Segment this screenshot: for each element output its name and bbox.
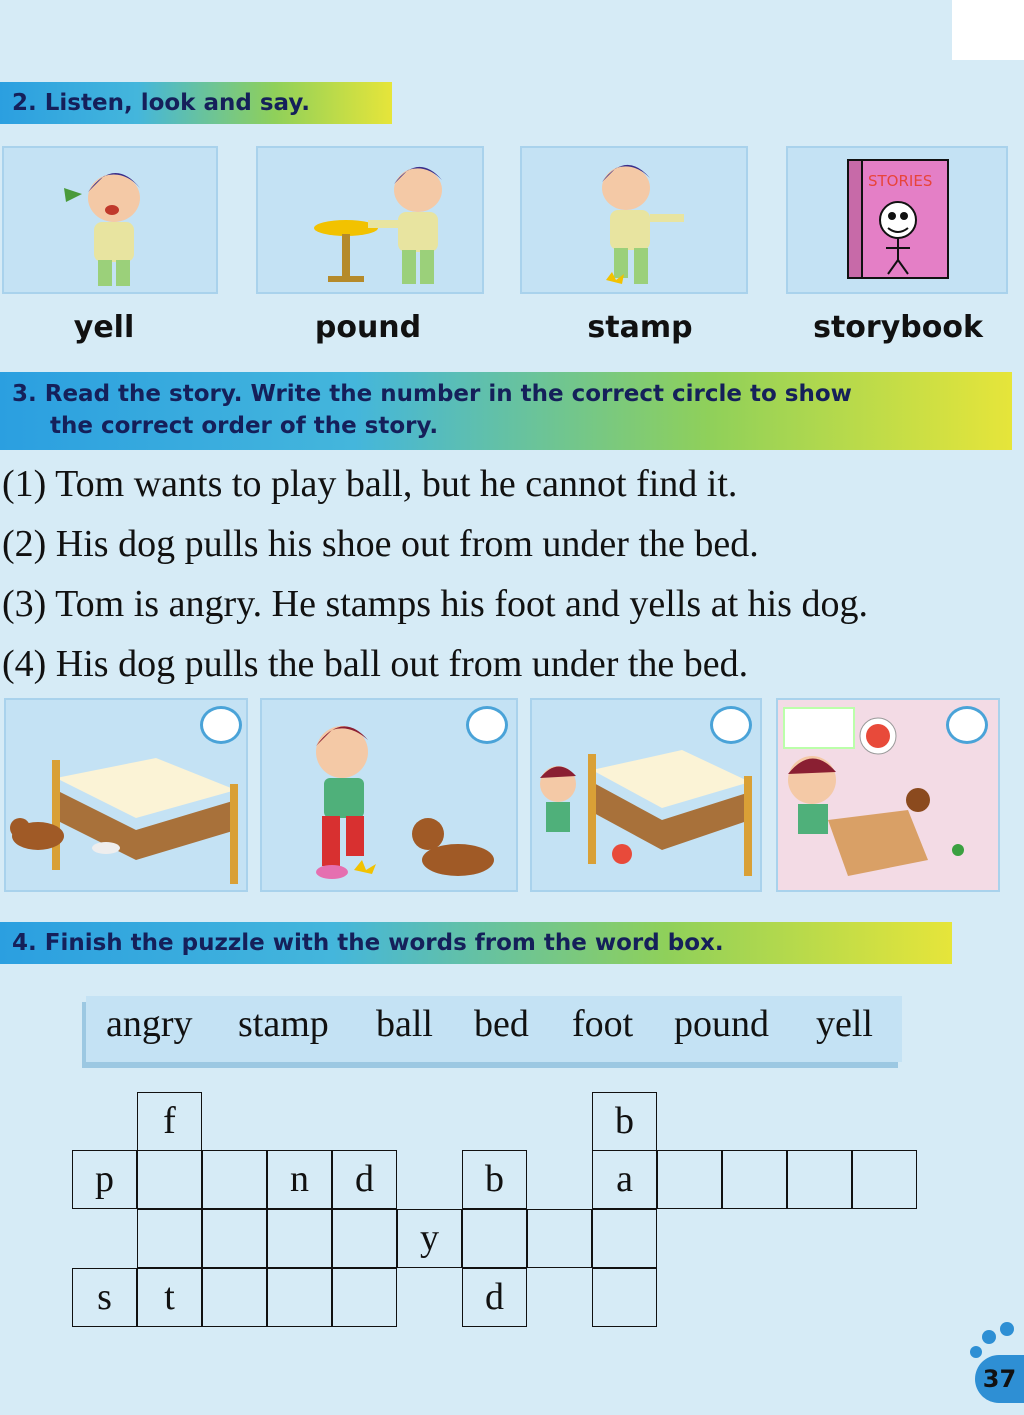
section-3-title-line2: the correct order of the story. [50, 413, 439, 439]
story-sentence-2: (2) His dog pulls his shoe out from under the bed. [2, 523, 759, 565]
order-circle-4[interactable] [946, 706, 988, 744]
puzzle-cell[interactable]: a [592, 1150, 657, 1209]
puzzle-cell[interactable] [267, 1268, 332, 1327]
vocab-word-yell: yell [73, 310, 135, 345]
story-sentence-1: (1) Tom wants to play ball, but he cannot find it. [2, 463, 738, 505]
puzzle-cell[interactable]: y [397, 1209, 462, 1268]
page-number: 37 [975, 1355, 1024, 1403]
word-box-foot: foot [572, 1003, 634, 1045]
story-sentence-3: (3) Tom is angry. He stamps his foot and yells at his dog. [2, 583, 868, 625]
puzzle-cell[interactable] [527, 1209, 592, 1268]
boy-stamping-illustration [522, 148, 748, 294]
vocab-word-stamp: stamp [587, 310, 693, 345]
storybook-illustration [788, 148, 1008, 294]
page-corner [952, 0, 1024, 60]
pound-picture [256, 146, 484, 294]
puzzle-cell[interactable] [657, 1150, 722, 1209]
puzzle-cell[interactable]: s [72, 1268, 137, 1327]
word-box-stamp: stamp [238, 1003, 329, 1045]
word-box-bed: bed [474, 1003, 529, 1045]
word-box-pound: pound [674, 1003, 769, 1045]
word-box-ball: ball [376, 1003, 433, 1045]
puzzle-cell[interactable]: b [462, 1150, 527, 1209]
yell-picture [2, 146, 218, 294]
puzzle-cell[interactable] [787, 1150, 852, 1209]
paw-toe [970, 1346, 982, 1358]
puzzle-cell[interactable] [332, 1209, 397, 1268]
puzzle-cell[interactable]: d [332, 1150, 397, 1209]
vocab-word-storybook: storybook [813, 310, 983, 345]
puzzle-cell[interactable]: b [592, 1092, 657, 1151]
section-2-title: 2. Listen, look and say. [12, 90, 310, 116]
puzzle-cell[interactable]: n [267, 1150, 332, 1209]
paw-toe [1000, 1322, 1014, 1336]
paw-toe [982, 1330, 996, 1344]
boy-yelling-illustration [4, 148, 218, 294]
section-2-banner [0, 82, 392, 124]
puzzle-cell[interactable] [852, 1150, 917, 1209]
puzzle-cell[interactable] [462, 1209, 527, 1268]
puzzle-cell[interactable]: t [137, 1268, 202, 1327]
story-sentence-4: (4) His dog pulls the ball out from under the bed. [2, 643, 749, 685]
puzzle-cell[interactable]: d [462, 1268, 527, 1327]
puzzle-cell[interactable] [267, 1209, 332, 1268]
puzzle-cell[interactable] [137, 1150, 202, 1209]
word-box-angry: angry [106, 1003, 193, 1045]
stamp-picture [520, 146, 748, 294]
puzzle-cell[interactable] [592, 1209, 657, 1268]
puzzle-cell[interactable]: f [137, 1092, 202, 1151]
book-title: STORIES [868, 172, 933, 190]
puzzle-cell[interactable] [722, 1150, 787, 1209]
storybook-picture [786, 146, 1008, 294]
puzzle-cell[interactable] [202, 1268, 267, 1327]
boy-pounding-table-illustration [258, 148, 484, 294]
puzzle-cell[interactable]: p [72, 1150, 137, 1209]
section-3-title-line1: 3. Read the story. Write the number in the correct circle to show [12, 381, 852, 407]
word-box [86, 996, 902, 1062]
section-3-banner [0, 372, 1012, 450]
section-4-title: 4. Finish the puzzle with the words from the word box. [12, 930, 724, 956]
order-circle-3[interactable] [710, 706, 752, 744]
puzzle-cell[interactable] [137, 1209, 202, 1268]
puzzle-cell[interactable] [202, 1150, 267, 1209]
order-circle-1[interactable] [200, 706, 242, 744]
puzzle-cell[interactable] [332, 1268, 397, 1327]
puzzle-cell[interactable] [592, 1268, 657, 1327]
word-box-yell: yell [816, 1003, 873, 1045]
vocab-word-pound: pound [314, 310, 422, 345]
puzzle-cell[interactable] [202, 1209, 267, 1268]
order-circle-2[interactable] [466, 706, 508, 744]
section-4-banner [0, 922, 952, 964]
